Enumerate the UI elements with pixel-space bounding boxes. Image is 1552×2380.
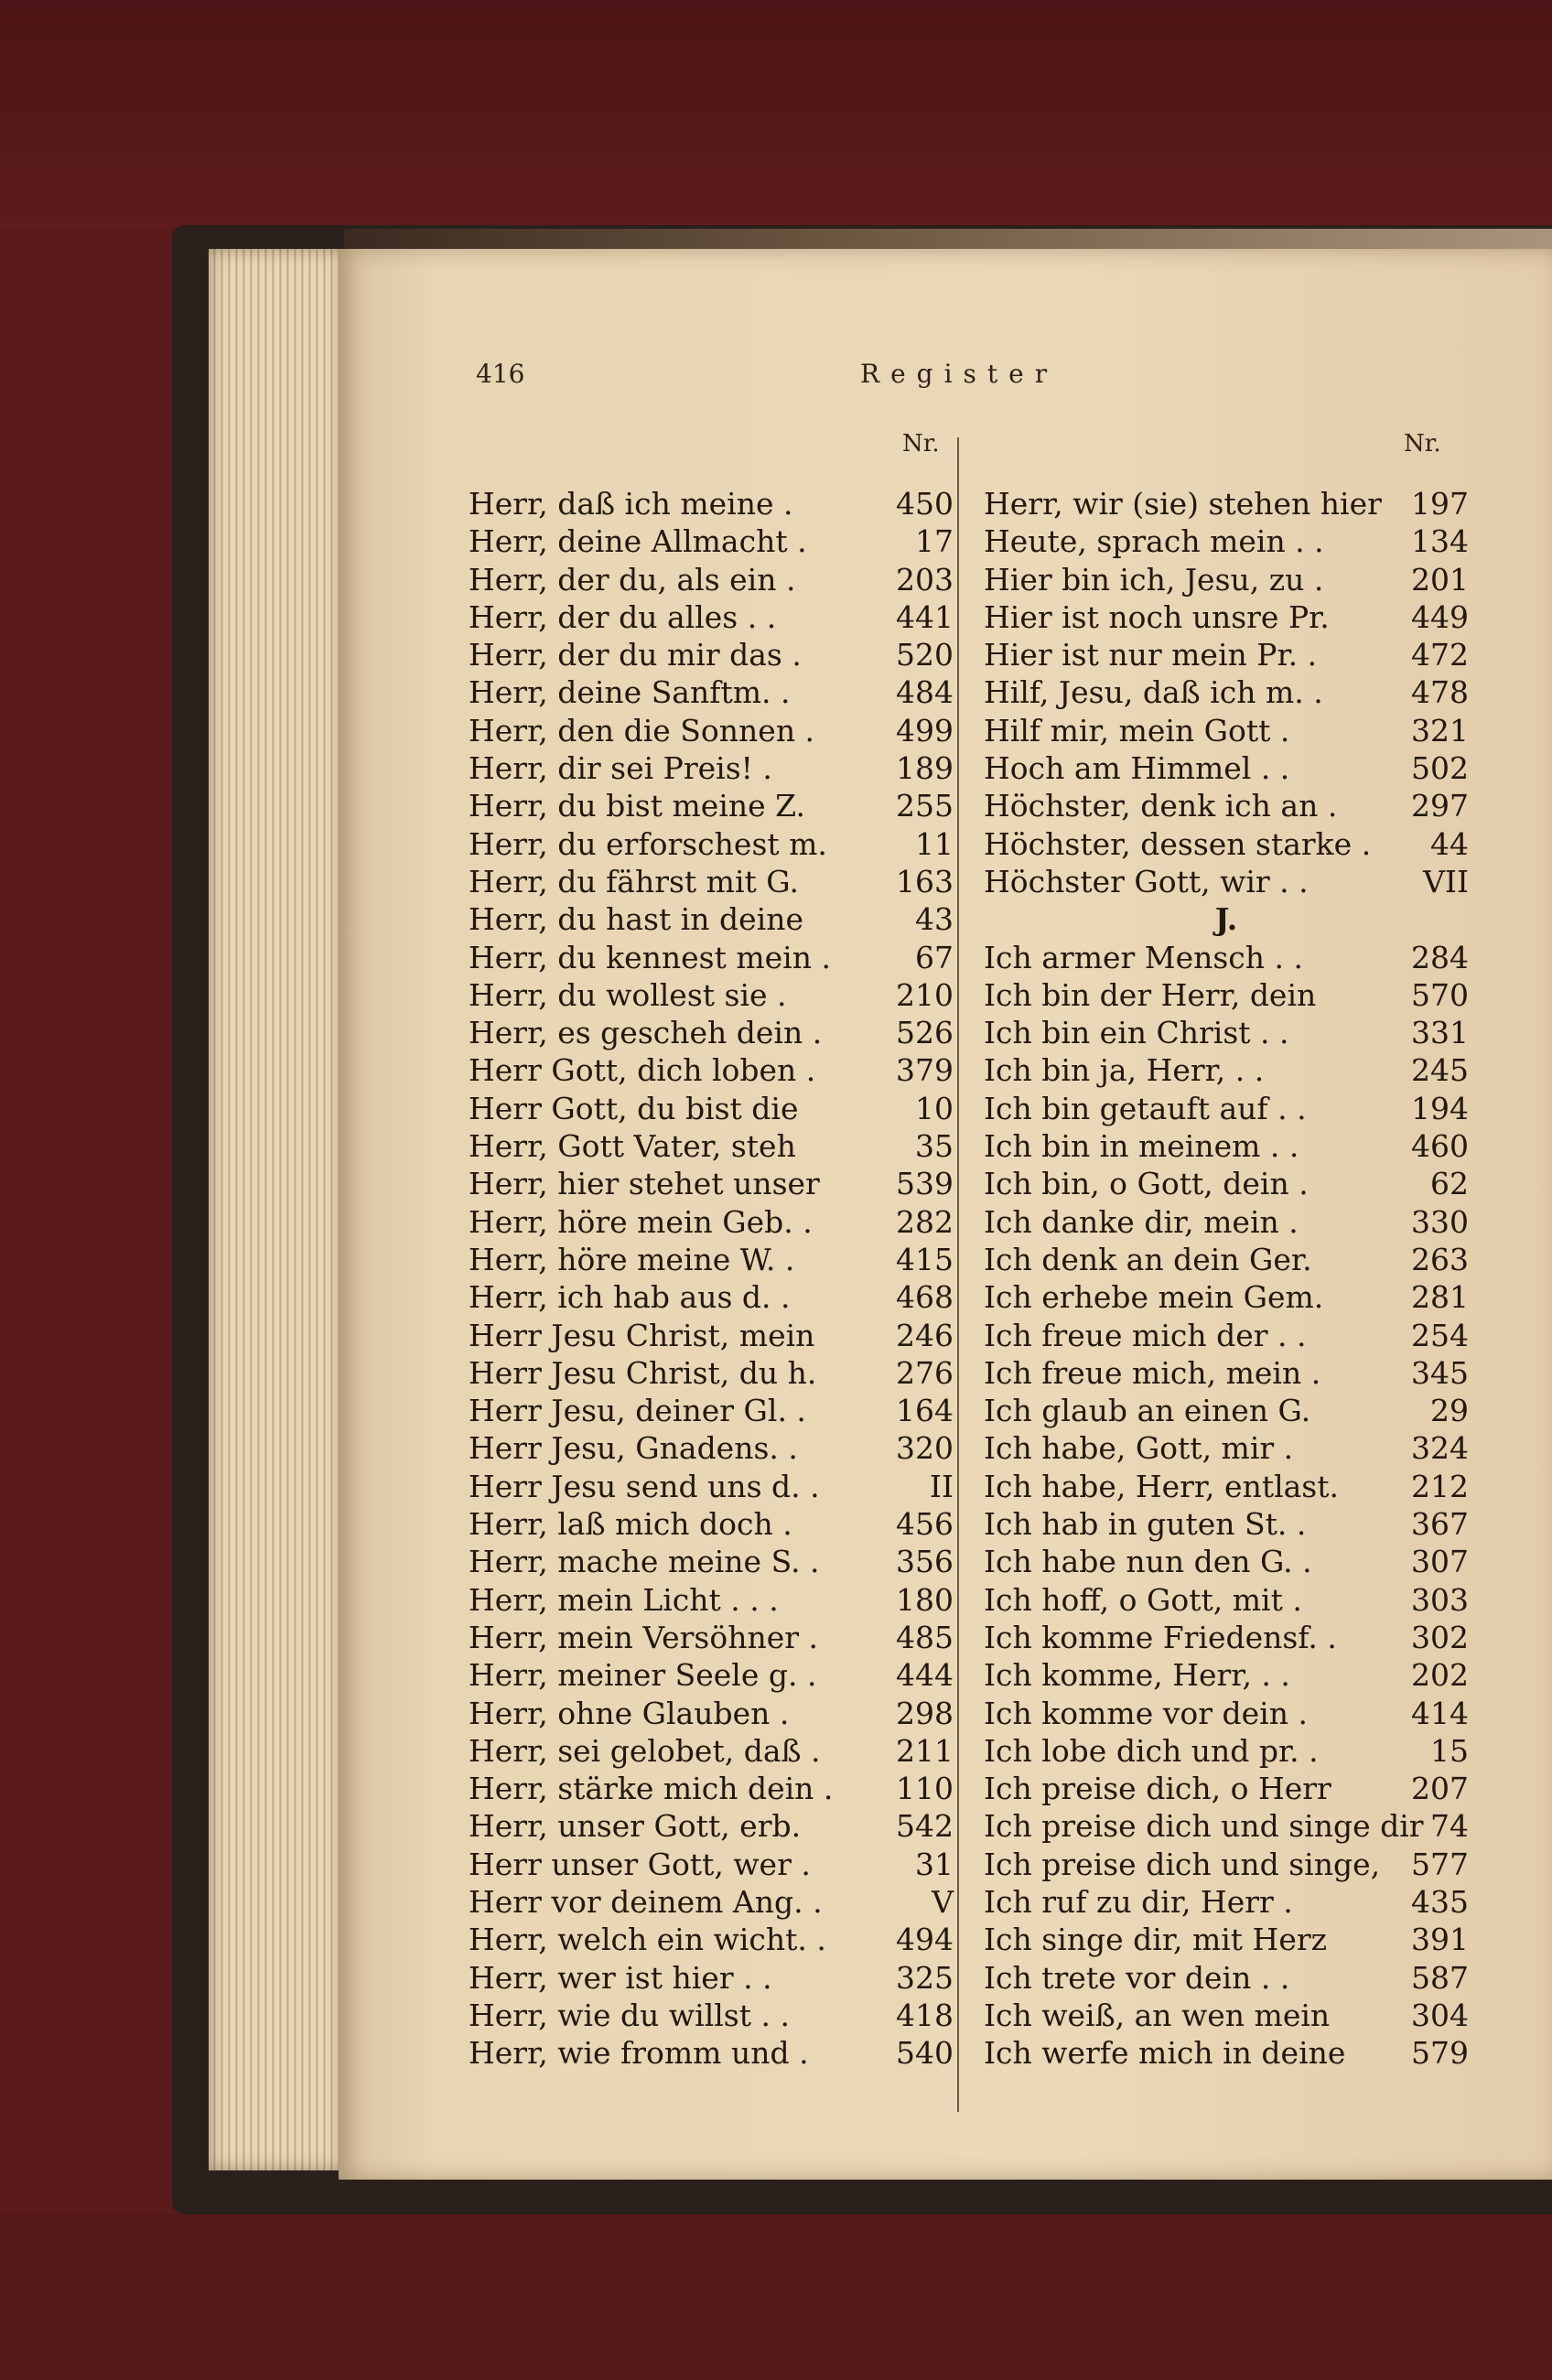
entry-text: Herr, den die Sonnen . <box>469 712 815 748</box>
entry-number: 29 <box>1430 1393 1469 1429</box>
index-entry <box>984 1807 1469 1845</box>
index-entry <box>469 1997 954 2034</box>
entry-text: Herr, wer ist hier . . <box>469 1959 772 1996</box>
index-entry <box>984 1090 1469 1127</box>
entry-text: Hier ist noch unsre Pr. <box>984 598 1330 635</box>
entry-number: 502 <box>1411 750 1469 787</box>
index-entry <box>469 1770 954 1807</box>
entry-number: 320 <box>896 1430 954 1467</box>
entry-number: 302 <box>1411 1619 1469 1655</box>
index-entry <box>984 1354 1469 1392</box>
index-letter-heading <box>984 900 1469 938</box>
index-entry <box>984 522 1469 560</box>
entry-number: 304 <box>1411 1997 1469 2033</box>
entry-number: 587 <box>1411 1959 1469 1996</box>
entry-number: 203 <box>896 561 954 598</box>
entry-number: 11 <box>915 825 954 862</box>
entry-number: 520 <box>896 637 954 673</box>
index-entry <box>984 1505 1469 1543</box>
entry-text: Herr, wir (sie) stehen hier <box>984 486 1382 522</box>
entry-number: 163 <box>896 863 954 899</box>
entry-text: Herr Jesu Christ, mein <box>469 1317 815 1353</box>
index-entry <box>984 1278 1469 1316</box>
index-entry <box>984 1165 1469 1202</box>
entry-number: 415 <box>896 1241 954 1277</box>
entry-text: Herr, wie du willst . . <box>469 1997 790 2033</box>
index-entry <box>469 1883 954 1921</box>
index-entry <box>469 1732 954 1770</box>
entry-text: Herr, der du mir das . <box>469 637 802 673</box>
entry-text: Hier bin ich, Jesu, zu . <box>984 561 1324 598</box>
entry-text: Herr, meiner Seele g. . <box>469 1657 817 1694</box>
index-entry <box>469 712 954 749</box>
column-divider <box>957 437 959 2112</box>
backdrop <box>0 0 1552 229</box>
entry-text: Ich bin der Herr, dein <box>984 976 1317 1013</box>
index-entry <box>469 1241 954 1278</box>
entry-text: Hier ist nur mein Pr. . <box>984 637 1318 673</box>
index-entry <box>469 825 954 863</box>
entry-number: 212 <box>1411 1468 1469 1504</box>
entry-text: Ich bin, o Gott, dein . <box>984 1166 1309 1202</box>
entry-text: J. <box>1214 901 1238 938</box>
index-entry <box>469 1278 954 1316</box>
backdrop-bottom <box>0 2214 1552 2380</box>
index-entry <box>984 1014 1469 1051</box>
entry-number: 207 <box>1411 1771 1469 1807</box>
index-entry <box>984 1241 1469 1278</box>
index-entry <box>469 1656 954 1694</box>
entry-number: 281 <box>1411 1279 1469 1316</box>
index-entry <box>469 939 954 976</box>
entry-text: Herr, ich hab aus d. . <box>469 1279 791 1316</box>
index-entry <box>984 1203 1469 1241</box>
entry-text: Ich singe dir, mit Herz <box>984 1922 1328 1958</box>
entry-number: V <box>932 1883 954 1920</box>
entry-number: 449 <box>1411 598 1469 635</box>
entry-number: 379 <box>896 1052 954 1089</box>
entry-text: Herr, du erforschest m. <box>469 825 827 862</box>
index-entry <box>469 1317 954 1354</box>
entry-text: Ich denk an dein Ger. <box>984 1241 1312 1277</box>
index-entry <box>984 636 1469 673</box>
entry-text: Herr, mache meine S. . <box>469 1544 820 1580</box>
index-entry <box>984 2034 1469 2072</box>
index-entry <box>984 1392 1469 1429</box>
entry-text: Herr, wie fromm und . <box>469 2035 809 2072</box>
index-entry <box>984 1127 1469 1165</box>
entry-number: 460 <box>1411 1128 1469 1165</box>
index-entry <box>984 1959 1469 1997</box>
left-index-column <box>469 485 954 2072</box>
index-entry <box>984 673 1469 711</box>
entry-number: 321 <box>1411 712 1469 748</box>
left-column-heading: Nr. <box>902 430 940 458</box>
entry-number: 35 <box>915 1128 954 1165</box>
entry-number: 246 <box>896 1317 954 1353</box>
entry-number: 164 <box>896 1393 954 1429</box>
entry-text: Ich preise dich und singe dir <box>984 1808 1424 1845</box>
entry-text: Ich weiß, an wen mein <box>984 1997 1331 2033</box>
index-entry <box>469 1921 954 1958</box>
entry-number: 67 <box>915 939 954 975</box>
entry-number: 17 <box>915 523 954 560</box>
index-entry <box>469 1581 954 1619</box>
index-entry <box>984 863 1469 900</box>
index-entry <box>469 749 954 787</box>
entry-text: Ich glaub an einen G. <box>984 1393 1311 1429</box>
index-entry <box>469 1429 954 1467</box>
index-entry <box>984 1543 1469 1580</box>
index-entry <box>469 1543 954 1580</box>
entry-text: Ich danke dir, mein . <box>984 1203 1299 1240</box>
entry-text: Herr, es gescheh dein . <box>469 1015 823 1051</box>
index-entry <box>469 1959 954 1997</box>
index-entry <box>469 1392 954 1429</box>
entry-text: Herr, du kennest mein . <box>469 939 831 975</box>
entry-text: Höchster, dessen starke . <box>984 825 1372 862</box>
index-entry <box>984 1619 1469 1656</box>
entry-text: Herr, du wollest sie . <box>469 976 787 1013</box>
index-entry <box>469 1807 954 1845</box>
entry-number: 468 <box>896 1279 954 1316</box>
page-number: 416 <box>476 359 525 389</box>
entry-text: Herr, dir sei Preis! . <box>469 750 772 787</box>
index-entry <box>469 900 954 938</box>
entry-text: Ich hoff, o Gott, mit . <box>984 1581 1302 1618</box>
entry-text: Ich komme Friedensf. . <box>984 1619 1337 1655</box>
entry-number: 499 <box>896 712 954 748</box>
entry-number: 134 <box>1411 523 1469 560</box>
entry-text: Ich bin ein Christ . . <box>984 1015 1289 1051</box>
entry-text: Ich bin getauft auf . . <box>984 1090 1307 1126</box>
entry-number: II <box>929 1468 954 1504</box>
entry-number: 62 <box>1430 1166 1469 1202</box>
entry-text: Herr Gott, du bist die <box>469 1090 799 1126</box>
entry-number: 282 <box>896 1203 954 1240</box>
entry-number: 540 <box>896 2035 954 2072</box>
index-entry <box>469 1165 954 1202</box>
entry-number: 43 <box>915 901 954 938</box>
index-entry <box>984 598 1469 636</box>
entry-text: Herr, laß mich doch . <box>469 1506 792 1543</box>
index-entry <box>469 561 954 598</box>
index-entry <box>469 673 954 711</box>
index-entry <box>984 1468 1469 1505</box>
entry-text: Herr, daß ich meine . <box>469 486 793 522</box>
index-entry <box>984 1921 1469 1958</box>
entry-text: Herr, höre mein Geb. . <box>469 1203 813 1240</box>
entry-text: Herr, hier stehet unser <box>469 1166 820 1202</box>
entry-number: 331 <box>1411 1015 1469 1051</box>
entry-number: 450 <box>896 486 954 522</box>
entry-number: 441 <box>896 598 954 635</box>
index-entry <box>984 561 1469 598</box>
index-entry <box>984 1695 1469 1732</box>
index-entry <box>984 1656 1469 1694</box>
index-entry <box>469 1014 954 1051</box>
entry-number: 542 <box>896 1808 954 1845</box>
entry-text: Herr, unser Gott, erb. <box>469 1808 802 1845</box>
entry-text: Herr, der du alles . . <box>469 598 777 635</box>
entry-number: 478 <box>1411 674 1469 711</box>
index-entry <box>984 1581 1469 1619</box>
entry-number: 197 <box>1411 486 1469 522</box>
index-entry <box>469 2034 954 2072</box>
index-entry <box>469 1619 954 1656</box>
entry-number: 303 <box>1411 1581 1469 1618</box>
entry-text: Herr unser Gott, wer . <box>469 1846 811 1882</box>
index-entry <box>984 1846 1469 1883</box>
entry-text: Hilf, Jesu, daß ich m. . <box>984 674 1323 711</box>
index-entry <box>984 749 1469 787</box>
entry-number: 44 <box>1430 825 1469 862</box>
entry-text: Herr Gott, dich loben . <box>469 1052 816 1089</box>
entry-text: Herr, mein Licht . . . <box>469 1581 779 1618</box>
entry-number: 456 <box>896 1506 954 1543</box>
entry-number: 325 <box>896 1959 954 1996</box>
entry-text: Ich armer Mensch . . <box>984 939 1303 975</box>
entry-text: Ich freue mich der . . <box>984 1317 1307 1353</box>
entry-text: Herr, mein Versöhner . <box>469 1619 819 1655</box>
entry-text: Ich habe nun den G. . <box>984 1544 1312 1580</box>
right-column-heading: Nr. <box>1404 430 1441 458</box>
entry-text: Herr, deine Sanftm. . <box>469 674 791 711</box>
index-entry <box>984 712 1469 749</box>
entry-number: 31 <box>915 1846 954 1882</box>
index-entry <box>469 1505 954 1543</box>
entry-text: Herr vor deinem Ang. . <box>469 1883 823 1920</box>
entry-number: 189 <box>896 750 954 787</box>
entry-number: 15 <box>1430 1732 1469 1769</box>
entry-text: Ich habe, Herr, entlast. <box>984 1468 1339 1504</box>
page-top-shadow <box>344 229 1552 251</box>
entry-number: 356 <box>896 1544 954 1580</box>
entry-number: 211 <box>896 1732 954 1769</box>
entry-number: 194 <box>1411 1090 1469 1126</box>
entry-number: 210 <box>896 976 954 1013</box>
index-entry <box>469 787 954 824</box>
entry-text: Herr Jesu send uns d. . <box>469 1468 820 1504</box>
index-entry <box>469 1695 954 1732</box>
entry-number: 494 <box>896 1922 954 1958</box>
right-index-column <box>984 485 1469 2072</box>
entry-number: 367 <box>1411 1506 1469 1543</box>
entry-text: Ich preise dich, o Herr <box>984 1771 1331 1807</box>
entry-number: 298 <box>896 1695 954 1731</box>
index-entry <box>469 598 954 636</box>
entry-text: Ich ruf zu dir, Herr . <box>984 1883 1293 1920</box>
index-entry <box>469 522 954 560</box>
entry-text: Ich freue mich, mein . <box>984 1354 1321 1391</box>
index-entry <box>984 939 1469 976</box>
entry-text: Herr, du fährst mit G. <box>469 863 799 899</box>
index-entry <box>984 1051 1469 1089</box>
entry-text: Herr, welch ein wicht. . <box>469 1922 826 1958</box>
entry-text: Herr, du bist meine Z. <box>469 788 805 824</box>
entry-text: Hilf mir, mein Gott . <box>984 712 1290 748</box>
index-entry <box>984 1883 1469 1921</box>
entry-text: Ich trete vor dein . . <box>984 1959 1290 1996</box>
entry-number: 570 <box>1411 976 1469 1013</box>
entry-number: 539 <box>896 1166 954 1202</box>
entry-number: 577 <box>1411 1846 1469 1882</box>
entry-text: Ich werfe mich in deine <box>984 2035 1346 2072</box>
index-entry <box>469 1127 954 1165</box>
entry-number: 418 <box>896 1997 954 2033</box>
entry-text: Ich habe, Gott, mir . <box>984 1430 1294 1467</box>
index-entry <box>469 1846 954 1883</box>
entry-text: Ich bin in meinem . . <box>984 1128 1299 1165</box>
index-entry <box>984 825 1469 863</box>
entry-number: 579 <box>1411 2035 1469 2072</box>
entry-text: Heute, sprach mein . . <box>984 523 1324 560</box>
entry-text: Herr, ohne Glauben . <box>469 1695 790 1731</box>
entry-number: 307 <box>1411 1544 1469 1580</box>
page-title: Register <box>860 359 1059 389</box>
entry-number: 245 <box>1411 1052 1469 1089</box>
entry-number: 485 <box>896 1619 954 1655</box>
entry-text: Ich preise dich und singe, <box>984 1846 1381 1882</box>
index-entry <box>984 1997 1469 2034</box>
entry-number: 284 <box>1411 939 1469 975</box>
index-entry <box>469 1203 954 1241</box>
entry-text: Herr, deine Allmacht . <box>469 523 807 560</box>
entry-text: Ich hab in guten St. . <box>984 1506 1307 1543</box>
entry-text: Herr Jesu, Gnadens. . <box>469 1430 798 1467</box>
page-edges <box>209 249 344 2170</box>
entry-text: Herr, der du, als ein . <box>469 561 796 598</box>
entry-number: VII <box>1423 863 1469 899</box>
index-entry <box>469 1090 954 1127</box>
entry-number: 10 <box>915 1090 954 1126</box>
entry-text: Herr Jesu Christ, du h. <box>469 1354 817 1391</box>
entry-text: Herr, höre meine W. . <box>469 1241 795 1277</box>
entry-number: 391 <box>1411 1922 1469 1958</box>
index-entry <box>469 485 954 522</box>
entry-text: Höchster, denk ich an . <box>984 788 1338 824</box>
entry-text: Herr, du hast in deine <box>469 901 803 938</box>
index-entry <box>984 1317 1469 1354</box>
entry-text: Ich erhebe mein Gem. <box>984 1279 1324 1316</box>
index-entry <box>984 1732 1469 1770</box>
entry-number: 180 <box>896 1581 954 1618</box>
entry-number: 276 <box>896 1354 954 1391</box>
entry-number: 201 <box>1411 561 1469 598</box>
entry-number: 330 <box>1411 1203 1469 1240</box>
entry-text: Herr, stärke mich dein . <box>469 1771 834 1807</box>
entry-number: 297 <box>1411 788 1469 824</box>
index-entry <box>469 636 954 673</box>
entry-text: Hoch am Himmel . . <box>984 750 1290 787</box>
index-entry <box>469 976 954 1014</box>
entry-text: Herr, Gott Vater, steh <box>469 1128 796 1165</box>
entry-number: 526 <box>896 1015 954 1051</box>
entry-number: 110 <box>896 1771 954 1807</box>
entry-number: 345 <box>1411 1354 1469 1391</box>
entry-text: Ich bin ja, Herr, . . <box>984 1052 1265 1089</box>
entry-text: Herr Jesu, deiner Gl. . <box>469 1393 806 1429</box>
entry-number: 254 <box>1411 1317 1469 1353</box>
entry-number: 255 <box>896 788 954 824</box>
index-entry <box>469 1468 954 1505</box>
entry-number: 444 <box>896 1657 954 1694</box>
entry-number: 472 <box>1411 637 1469 673</box>
index-entry <box>984 1770 1469 1807</box>
index-entry <box>984 976 1469 1014</box>
entry-text: Höchster Gott, wir . . <box>984 863 1309 899</box>
entry-number: 414 <box>1411 1695 1469 1731</box>
index-entry <box>984 485 1469 522</box>
index-entry <box>469 863 954 900</box>
entry-number: 263 <box>1411 1241 1469 1277</box>
index-entry <box>984 787 1469 824</box>
index-entry <box>469 1051 954 1089</box>
index-entry <box>469 1354 954 1392</box>
entry-text: Ich komme vor dein . <box>984 1695 1308 1731</box>
entry-number: 74 <box>1430 1808 1469 1845</box>
entry-number: 435 <box>1411 1883 1469 1920</box>
entry-number: 324 <box>1411 1430 1469 1467</box>
entry-text: Ich komme, Herr, . . <box>984 1657 1290 1694</box>
entry-text: Herr, sei gelobet, daß . <box>469 1732 821 1769</box>
entry-text: Ich lobe dich und pr. . <box>984 1732 1319 1769</box>
running-head <box>476 359 1464 399</box>
entry-number: 484 <box>896 674 954 711</box>
index-entry <box>984 1429 1469 1467</box>
entry-number: 202 <box>1411 1657 1469 1694</box>
